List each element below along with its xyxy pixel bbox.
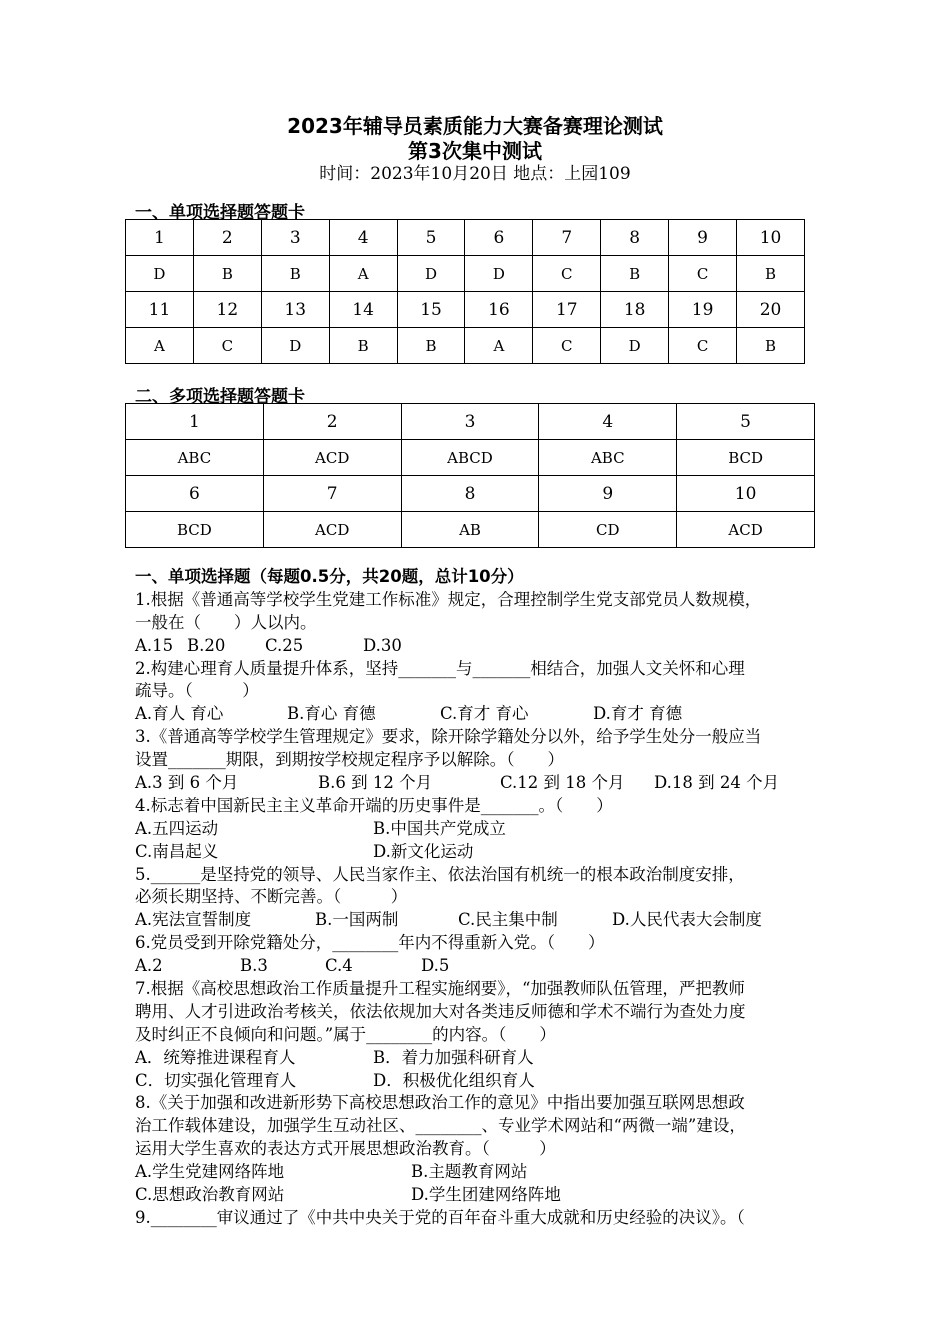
answer-row (126, 256, 805, 292)
question-number-cell: 7 (533, 220, 601, 256)
answer-cell: ACD (263, 512, 401, 548)
question-stem-line: 9.________审议通过了《中共中央关于党的百年奋斗重大成就和历史经验的决议》。（ (135, 1207, 745, 1227)
question-stem-line: 及时纠正不良倾向和问题。”属于________的内容。（ ） (135, 1024, 556, 1044)
question-number-cell: 11 (126, 292, 194, 328)
options-line (135, 1184, 840, 1207)
question-number-cell: 3 (261, 220, 329, 256)
answer-cell: BCD (126, 512, 264, 548)
options-line (135, 635, 840, 658)
question-number-cell: 6 (465, 220, 533, 256)
answer-option: A.育人 育心 (135, 704, 224, 724)
question-stem-line: 5.______是坚持党的领导、人民当家作主、依法治国有机统一的根本政治制度安排， (135, 864, 745, 884)
answer-option: C.南昌起义 (135, 841, 219, 861)
answer-cell: ACD (263, 440, 401, 476)
answer-cell: B (737, 256, 805, 292)
answer-cell: A (465, 328, 533, 364)
question-number-cell: 20 (737, 292, 805, 328)
answer-option: C.4 (325, 956, 353, 976)
answer-cell: ABC (126, 440, 264, 476)
answer-option: B．着力加强科研育人 (373, 1047, 534, 1067)
question-stem-line: 治工作载体建设，加强学生互动社区、________、专业学术网站和“两微一端”建设， (135, 1116, 746, 1136)
answer-cell: D (397, 256, 465, 292)
options-line (135, 818, 840, 841)
question-1 (135, 589, 840, 658)
answer-option: B.20 (187, 635, 226, 655)
question-number-cell: 6 (126, 476, 264, 512)
question-number-cell: 15 (397, 292, 465, 328)
question-7 (135, 978, 840, 1092)
question-number-cell: 3 (401, 404, 539, 440)
question-6 (135, 932, 840, 978)
answer-option: B.6 到 12 个月 (318, 773, 433, 793)
answer-option: C.思想政治教育网站 (135, 1185, 285, 1205)
document-subtitle: 第3次集中测试 (408, 139, 542, 163)
question-list (135, 566, 840, 1230)
answer-option: B.育心 育德 (287, 704, 376, 724)
answer-cell: B (261, 256, 329, 292)
question-number-row (126, 220, 805, 256)
question-stem-line: 7.根据《高校思想政治工作质量提升工程实施纲要》，“加强教师队伍管理，严把教师 (135, 979, 745, 999)
answer-option: D．积极优化组织育人 (373, 1070, 535, 1090)
question-stem-line: 6.党员受到开除党籍处分，________年内不得重新入党。（ ） (135, 933, 605, 953)
question-number-cell: 9 (669, 220, 737, 256)
document-title: 2023年辅导员素质能力大赛备赛理论测试 (287, 114, 663, 138)
question-number-cell: 14 (329, 292, 397, 328)
answer-row (126, 512, 815, 548)
answer-option: A.五四运动 (135, 818, 219, 838)
answer-option: C.育才 育心 (440, 704, 529, 724)
answer-option: B.一国两制 (315, 910, 399, 930)
answer-option: A.15 (135, 635, 174, 655)
multi-card-heading: 二、多项选择题答题卡 (135, 387, 305, 407)
question-number-cell: 18 (601, 292, 669, 328)
multi-choice-answer-card (125, 403, 815, 548)
question-number-cell: 8 (401, 476, 539, 512)
single-choice-answer-card (125, 219, 805, 364)
section-heading: 一、单项选择题（每题0.5分，共20题，总计10分） (135, 567, 524, 586)
answer-cell: B (601, 256, 669, 292)
question-number-cell: 12 (193, 292, 261, 328)
answer-option: B.中国共产党成立 (373, 818, 506, 838)
answer-cell: AB (401, 512, 539, 548)
question-number-cell: 5 (677, 404, 815, 440)
question-8 (135, 1092, 840, 1206)
answer-option: D.18 到 24 个月 (654, 773, 780, 793)
answer-option: D.新文化运动 (373, 841, 474, 861)
question-stem-line: 设置_______期限，到期按学校规定程序予以解除。（ ） (135, 750, 564, 770)
answer-option: A.3 到 6 个月 (135, 773, 239, 793)
answer-cell: ABCD (401, 440, 539, 476)
answer-row (126, 328, 805, 364)
answer-cell: D (126, 256, 194, 292)
question-number-cell: 8 (601, 220, 669, 256)
answer-option: B.3 (240, 956, 268, 976)
time-location: 时间：2023年10月20日 地点：上园109 (319, 164, 631, 184)
question-number-cell: 4 (539, 404, 677, 440)
answer-option: A.2 (135, 956, 163, 976)
answer-option: D.育才 育德 (593, 704, 683, 724)
question-number-cell: 1 (126, 220, 194, 256)
answer-cell: ACD (677, 512, 815, 548)
answer-cell: B (193, 256, 261, 292)
answer-option: C.12 到 18 个月 (500, 773, 625, 793)
answer-option: D.学生团建网络阵地 (411, 1185, 561, 1205)
question-number-cell: 2 (263, 404, 401, 440)
answer-option: D.5 (421, 956, 450, 976)
options-line (135, 841, 840, 864)
question-5 (135, 864, 840, 933)
question-stem-line: 4.标志着中国新民主主义革命开端的历史事件是_______。（ ） (135, 795, 613, 815)
answer-option: D.人民代表大会制度 (612, 910, 762, 930)
answer-cell: ABC (539, 440, 677, 476)
question-9 (135, 1207, 840, 1230)
question-stem-line: 一般在（ ）人以内。 (135, 612, 317, 632)
question-number-cell: 10 (677, 476, 815, 512)
answer-option: C.民主集中制 (458, 910, 558, 930)
answer-cell: A (126, 328, 194, 364)
answer-option: A.宪法宣誓制度 (135, 910, 252, 930)
options-line (135, 909, 840, 932)
answer-cell: C (669, 256, 737, 292)
answer-option: C．切实强化管理育人 (135, 1070, 297, 1090)
answer-option: D.30 (363, 635, 402, 655)
question-number-cell: 17 (533, 292, 601, 328)
question-number-cell: 2 (193, 220, 261, 256)
answer-cell: C (533, 328, 601, 364)
options-line (135, 955, 840, 978)
question-number-cell: 1 (126, 404, 264, 440)
answer-cell: C (533, 256, 601, 292)
answer-cell: B (397, 328, 465, 364)
answer-cell: D (261, 328, 329, 364)
question-number-cell: 13 (261, 292, 329, 328)
question-stem-line: 3.《普通高等学校学生管理规定》要求，除开除学籍处分以外，给予学生处分一般应当 (135, 727, 762, 747)
answer-cell: D (465, 256, 533, 292)
answer-cell: B (329, 328, 397, 364)
question-number-row (126, 404, 815, 440)
answer-row (126, 440, 815, 476)
answer-option: B.主题教育网站 (411, 1162, 528, 1182)
options-line (135, 1070, 840, 1093)
question-stem-line: 聘用、人才引进政治考核关，依法依规加大对各类违反师德和学术不端行为查处力度 (135, 1001, 746, 1021)
single-card-heading: 一、单项选择题答题卡 (135, 203, 305, 223)
answer-option: A．统筹推进课程育人 (135, 1047, 296, 1067)
options-line (135, 1047, 840, 1070)
question-stem-line: 1.根据《普通高等学校学生党建工作标准》规定，合理控制学生党支部党员人数规模， (135, 589, 762, 609)
options-line (135, 703, 840, 726)
question-number-row (126, 292, 805, 328)
answer-cell: C (669, 328, 737, 364)
answer-cell: A (329, 256, 397, 292)
question-stem-line: 运用大学生喜欢的表达方式开展思想政治教育。（ ） (135, 1139, 556, 1159)
question-number-cell: 7 (263, 476, 401, 512)
question-2 (135, 658, 840, 727)
question-stem-line: 必须长期坚持、不断完善。（ ） (135, 887, 408, 907)
options-line (135, 772, 840, 795)
question-3 (135, 726, 840, 795)
answer-option: C.25 (265, 635, 304, 655)
question-stem-line: 2.构建心理育人质量提升体系，坚持_______与_______相结合，加强人文关怀和心理 (135, 658, 745, 678)
answer-cell: BCD (677, 440, 815, 476)
question-number-cell: 9 (539, 476, 677, 512)
answer-cell: B (737, 328, 805, 364)
answer-cell: C (193, 328, 261, 364)
question-number-cell: 5 (397, 220, 465, 256)
answer-cell: CD (539, 512, 677, 548)
question-number-row (126, 476, 815, 512)
question-number-cell: 16 (465, 292, 533, 328)
question-4 (135, 795, 840, 864)
question-number-cell: 4 (329, 220, 397, 256)
question-number-cell: 19 (669, 292, 737, 328)
answer-cell: D (601, 328, 669, 364)
question-number-cell: 10 (737, 220, 805, 256)
options-line (135, 1161, 840, 1184)
question-stem-line: 8.《关于加强和改进新形势下高校思想政治工作的意见》中指出要加强互联网思想政 (135, 1093, 745, 1113)
answer-option: A.学生党建网络阵地 (135, 1162, 285, 1182)
question-stem-line: 疏导。（ ） (135, 681, 259, 701)
